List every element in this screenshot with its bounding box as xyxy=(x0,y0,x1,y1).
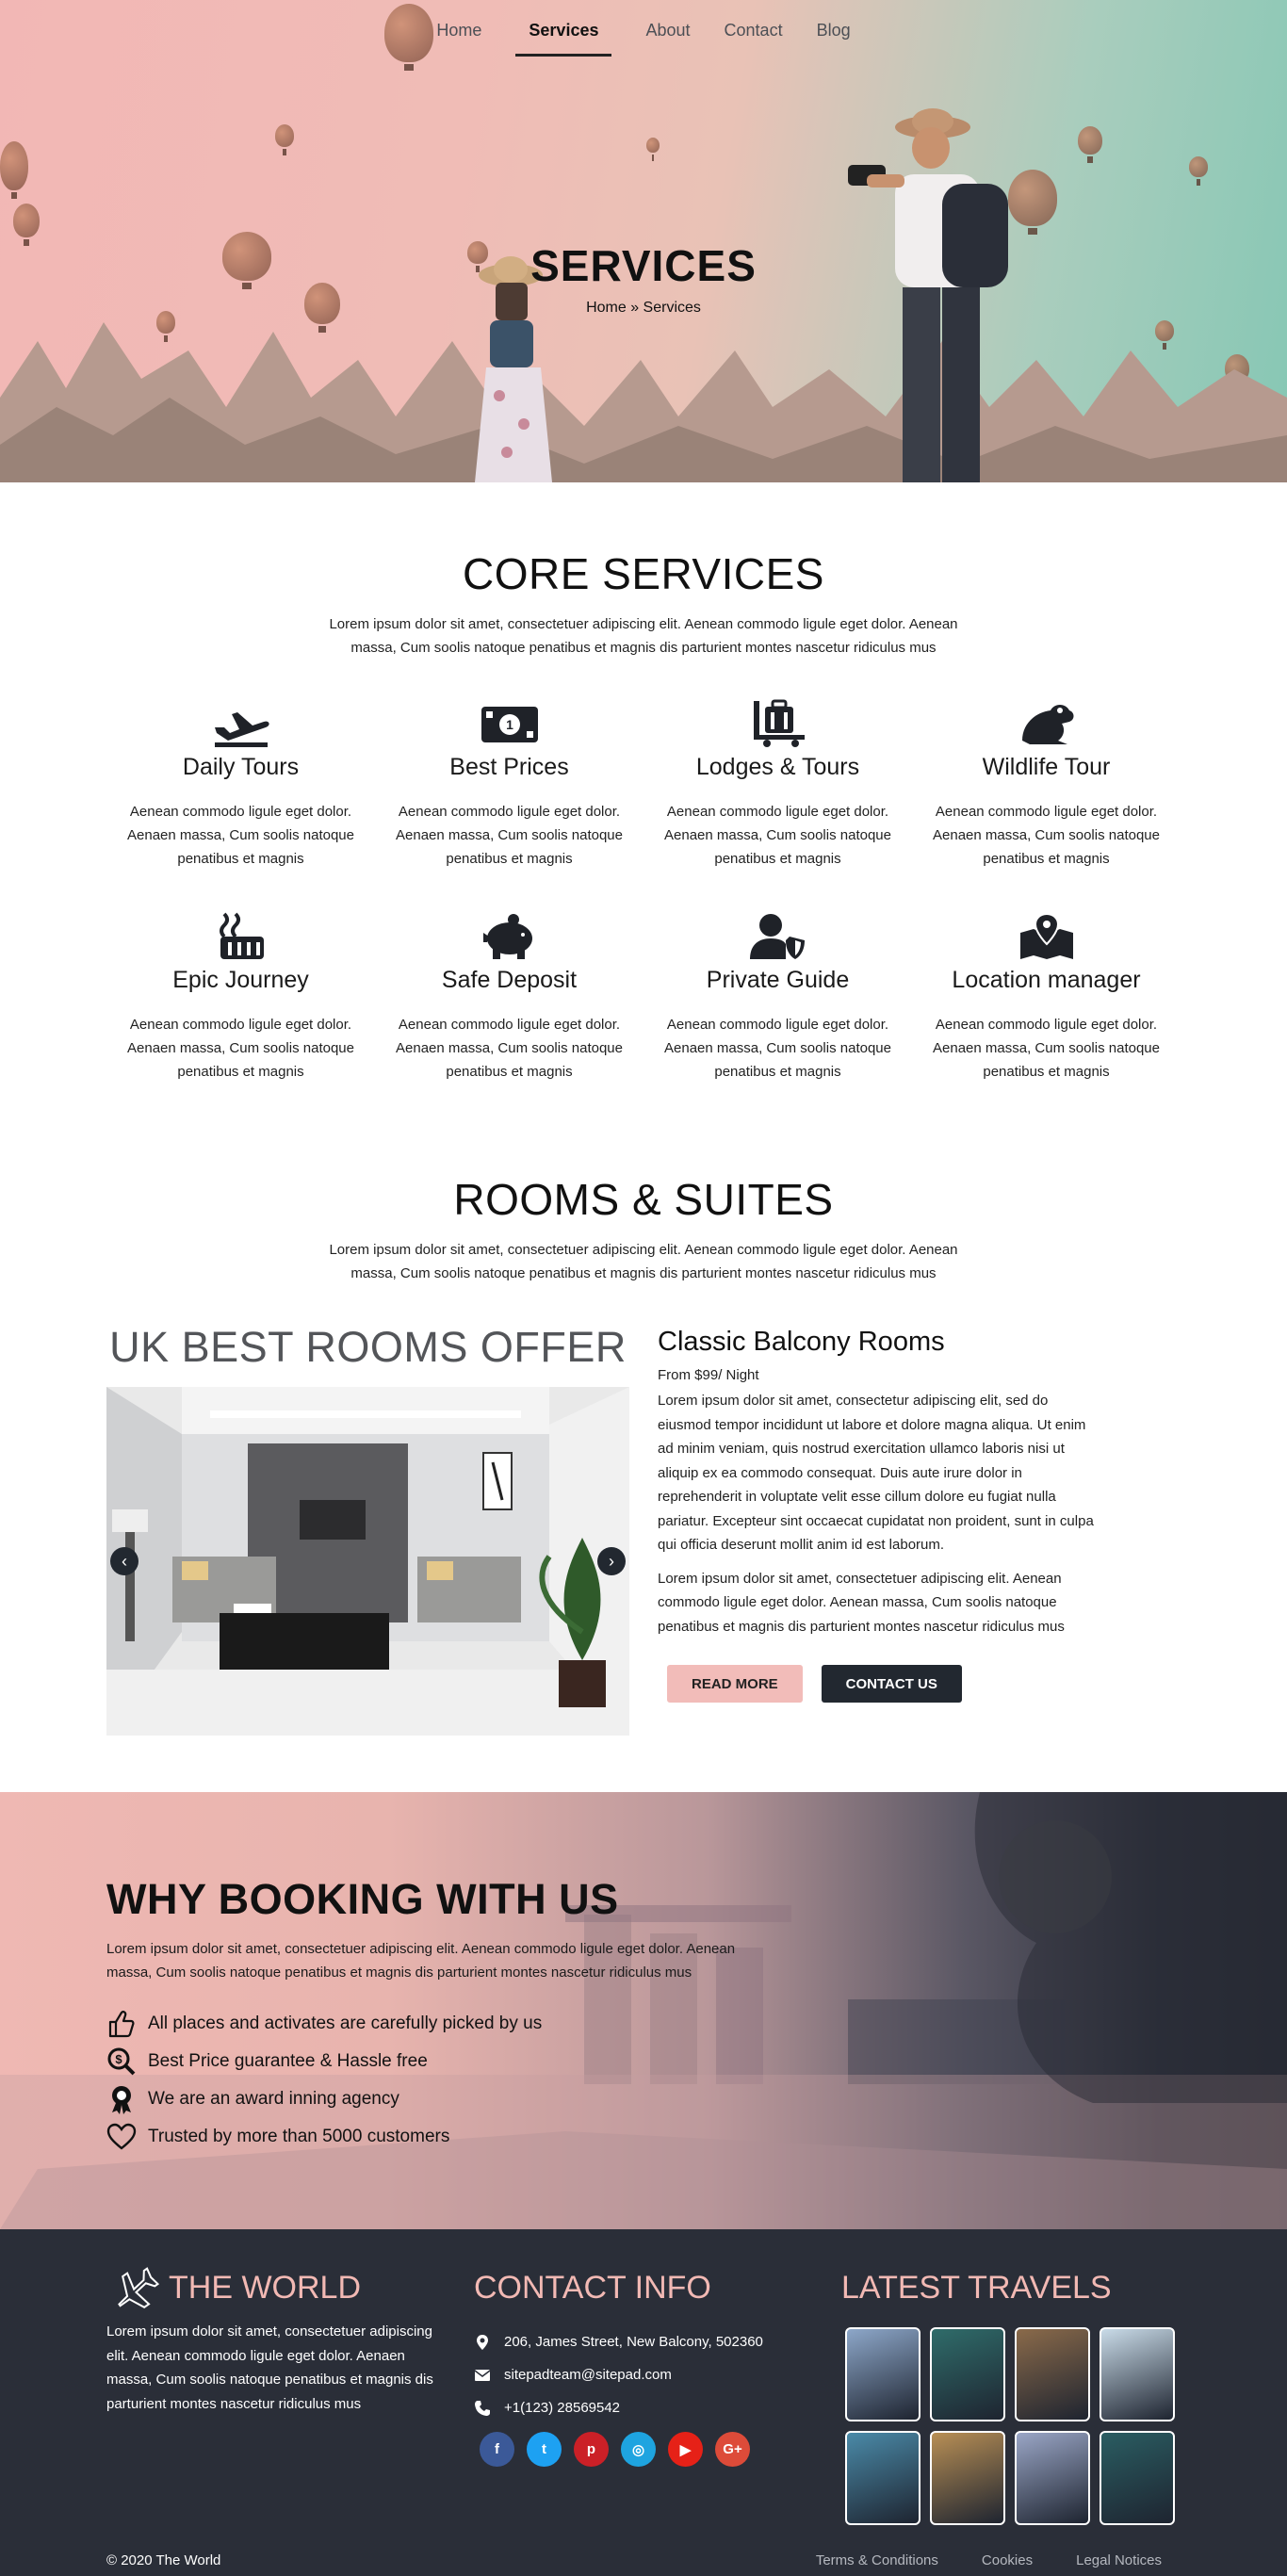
airplane-icon xyxy=(106,697,375,750)
rooms-description: Lorem ipsum dolor sit amet, consectetuer adipiscing elit. Aenean commodo ligule eget dolor. Aenean massa, Cum soolis natoque penatibus et magnis dis parturient montes nascetur ridiculus mus xyxy=(329,1242,958,1281)
address-text: 206, James Street, New Balcony, 502360 xyxy=(504,2334,763,2350)
room-description-secondary: Lorem ipsum dolor sit amet, consectetuer adipiscing elit. Aenean commodo ligule eget dolor. Aenean massa, Cum soolis natoque penatibus et magnis dis parturient montes nascetur ridiculus mus xyxy=(658,1570,1065,1635)
svg-text:1: 1 xyxy=(505,717,513,732)
service-description: Aenean commodo ligule eget dolor. Aenaen massa, Cum soolis natoque penatibus et magnis xyxy=(933,1017,1160,1080)
youtube-icon[interactable]: ▶ xyxy=(668,2432,703,2467)
why-booking-title: WHY BOOKING WITH US xyxy=(106,1875,619,1923)
award-icon xyxy=(106,2084,137,2114)
money-bill-icon xyxy=(375,697,644,750)
contact-address xyxy=(474,2325,841,2358)
cookies-link[interactable]: Cookies xyxy=(981,2552,1034,2568)
why-item xyxy=(106,2043,757,2080)
piggy-bank-icon xyxy=(375,910,644,963)
terms-link[interactable]: Terms & Conditions xyxy=(815,2552,938,2568)
footer-travels-column xyxy=(841,2261,1209,2525)
man-photographer-illustration xyxy=(829,108,1046,482)
site-footer xyxy=(0,2229,1287,2576)
service-title: Daily Tours xyxy=(182,754,300,780)
why-item-text: Trusted by more than 5000 customers xyxy=(148,2127,450,2146)
pinterest-icon[interactable]: p xyxy=(574,2432,609,2467)
envelope-icon xyxy=(474,2367,491,2384)
core-services-section xyxy=(0,482,1287,1084)
frog-icon xyxy=(912,697,1181,750)
service-title: Location manager xyxy=(952,967,1141,993)
service-card xyxy=(106,910,375,1084)
service-description: Aenean commodo ligule eget dolor. Aenaen massa, Cum soolis natoque penatibus et magnis xyxy=(127,804,354,867)
footer-contact-column xyxy=(474,2261,841,2525)
service-description: Aenean commodo ligule eget dolor. Aenaen massa, Cum soolis natoque penatibus et magnis xyxy=(396,1017,623,1080)
svg-text:$: $ xyxy=(115,2052,122,2066)
room-photo xyxy=(106,1387,629,1736)
airplane-logo-icon xyxy=(106,2261,159,2314)
service-title: Private Guide xyxy=(706,967,850,993)
balloon-illustration xyxy=(1189,156,1208,177)
contact-info-title: CONTACT INFO xyxy=(474,2269,711,2306)
user-shield-icon xyxy=(644,910,912,963)
service-card xyxy=(644,910,912,1084)
social-links xyxy=(474,2432,841,2467)
facebook-icon[interactable]: f xyxy=(480,2432,514,2467)
why-item-text: All places and activates are carefully picked by us xyxy=(148,2014,543,2033)
contact-email[interactable] xyxy=(474,2358,841,2391)
service-card xyxy=(644,697,912,871)
nav-about[interactable]: About xyxy=(645,21,691,40)
travel-thumbnail[interactable] xyxy=(1100,2431,1175,2525)
email-text: sitepadteam@sitepad.com xyxy=(504,2367,672,2383)
why-item xyxy=(106,2005,757,2043)
balloon-illustration xyxy=(275,124,294,147)
hero-banner xyxy=(0,0,1287,482)
nav-blog[interactable]: Blog xyxy=(816,21,851,40)
contact-us-button[interactable]: CONTACT US xyxy=(822,1665,962,1703)
service-card xyxy=(912,697,1181,871)
service-title: Safe Deposit xyxy=(441,967,578,993)
nav-contact[interactable]: Contact xyxy=(724,21,783,40)
travel-gallery xyxy=(841,2327,1209,2525)
main-navigation xyxy=(0,0,1287,57)
twitter-icon[interactable]: t xyxy=(527,2432,562,2467)
why-item-text: We are an award inning agency xyxy=(148,2089,399,2109)
luggage-cart-icon xyxy=(644,697,912,750)
google-plus-icon[interactable]: G+ xyxy=(715,2432,750,2467)
footer-about-text: Lorem ipsum dolor sit amet, consectetuer adipiscing elit. Aenean commodo ligule eget dolor. Aenaen massa, Cum soolis natoque penatibus et magnis dis parturient montes nascetur ridiculus mus xyxy=(106,2323,433,2412)
balloon-illustration xyxy=(0,141,28,190)
why-item-text: Best Price guarantee & Hassle free xyxy=(148,2051,428,2071)
service-card xyxy=(375,910,644,1084)
heart-icon xyxy=(106,2122,137,2152)
carousel-next-button[interactable]: › xyxy=(597,1547,626,1575)
offer-title: UK BEST ROOMS OFFER xyxy=(109,1323,627,1371)
instagram-icon[interactable]: ◎ xyxy=(621,2432,656,2467)
service-title: Best Prices xyxy=(449,754,569,780)
rooms-title: ROOMS & SUITES xyxy=(453,1175,834,1224)
page-title: SERVICES xyxy=(530,241,757,290)
why-item xyxy=(106,2080,757,2118)
copyright: © 2020 The World xyxy=(106,2552,221,2568)
why-booking-description: Lorem ipsum dolor sit amet, consectetuer adipiscing elit. Aenean commodo ligule eget dolor. Aenean massa, Cum soolis natoque penatibus et magnis dis parturient montes nascetur ridiculus mus xyxy=(106,1941,736,1981)
latest-travels-title: LATEST TRAVELS xyxy=(841,2269,1112,2306)
map-pin-icon xyxy=(474,2334,491,2351)
core-services-title: CORE SERVICES xyxy=(463,549,824,598)
travel-thumbnail[interactable] xyxy=(845,2327,920,2421)
footer-about-column xyxy=(106,2261,474,2525)
core-services-description: Lorem ipsum dolor sit amet, consectetuer adipiscing elit. Aenean commodo ligule eget dolor. Aenean massa, Cum soolis natoque penatibus et magnis dis parturient montes nascetur ridiculus mus xyxy=(329,616,958,656)
room-price: From $99/ Night xyxy=(658,1367,759,1383)
service-description: Aenean commodo ligule eget dolor. Aenaen massa, Cum soolis natoque penatibus et magnis xyxy=(396,804,623,867)
contact-phone[interactable] xyxy=(474,2391,841,2424)
read-more-button[interactable]: READ MORE xyxy=(667,1665,803,1703)
service-description: Aenean commodo ligule eget dolor. Aenaen massa, Cum soolis natoque penatibus et magnis xyxy=(664,804,891,867)
travel-thumbnail[interactable] xyxy=(845,2431,920,2525)
travel-thumbnail[interactable] xyxy=(1015,2327,1090,2421)
balloon-illustration xyxy=(13,204,40,237)
travel-thumbnail[interactable] xyxy=(1015,2431,1090,2525)
breadcrumb: Home » Services xyxy=(586,300,701,316)
rooms-section xyxy=(0,1084,1287,1736)
service-card xyxy=(912,910,1181,1084)
service-card xyxy=(106,697,375,871)
footer-brand: THE WORLD xyxy=(169,2269,361,2306)
map-marker-icon xyxy=(912,910,1181,963)
service-description: Aenean commodo ligule eget dolor. Aenaen massa, Cum soolis natoque penatibus et magnis xyxy=(933,804,1160,867)
balloon-illustration xyxy=(646,138,660,153)
legal-notices-link[interactable]: Legal Notices xyxy=(1076,2552,1162,2568)
service-description: Aenean commodo ligule eget dolor. Aenaen massa, Cum soolis natoque penatibus et magnis xyxy=(127,1017,354,1080)
service-title: Epic Journey xyxy=(172,967,309,993)
travel-thumbnail[interactable] xyxy=(930,2431,1005,2525)
thumbs-up-icon xyxy=(106,2009,137,2039)
nav-home[interactable]: Home xyxy=(436,21,482,40)
service-title: Wildlife Tour xyxy=(982,754,1111,780)
service-description: Aenean commodo ligule eget dolor. Aenaen massa, Cum soolis natoque penatibus et magnis xyxy=(664,1017,891,1080)
carousel-prev-button[interactable]: ‹ xyxy=(110,1547,138,1575)
search-dollar-icon xyxy=(106,2046,137,2077)
balloon-illustration xyxy=(1078,126,1102,155)
why-item xyxy=(106,2118,757,2156)
hot-spring-icon xyxy=(106,910,375,963)
nav-services[interactable]: Services xyxy=(515,21,611,57)
services-grid xyxy=(106,697,1181,1084)
room-carousel[interactable] xyxy=(106,1387,629,1736)
why-booking-section xyxy=(0,1792,1287,2229)
room-description: Lorem ipsum dolor sit amet, consectetur adipiscing elit, sed do eiusmod tempor incididunt ut labore et dolore magna aliqua. Ut enim ad minim veniam, quis nostrud exercitation ullamco laboris nisi ut aliquip ex ea commodo consequat. Duis aute irure dolor in reprehenderit in voluptate velit esse cillum dolore eu fugiat nulla pariatur. Excepteur sint occaecat cupidatat non proident, sunt in culpa qui officia deserunt mollit anim id est laborum. xyxy=(658,1393,1094,1553)
room-name: Classic Balcony Rooms xyxy=(658,1327,945,1357)
phone-text: +1(123) 28569542 xyxy=(504,2400,621,2416)
phone-icon xyxy=(474,2400,491,2417)
travel-thumbnail[interactable] xyxy=(1100,2327,1175,2421)
service-title: Lodges & Tours xyxy=(695,754,860,780)
service-card xyxy=(375,697,644,871)
travel-thumbnail[interactable] xyxy=(930,2327,1005,2421)
